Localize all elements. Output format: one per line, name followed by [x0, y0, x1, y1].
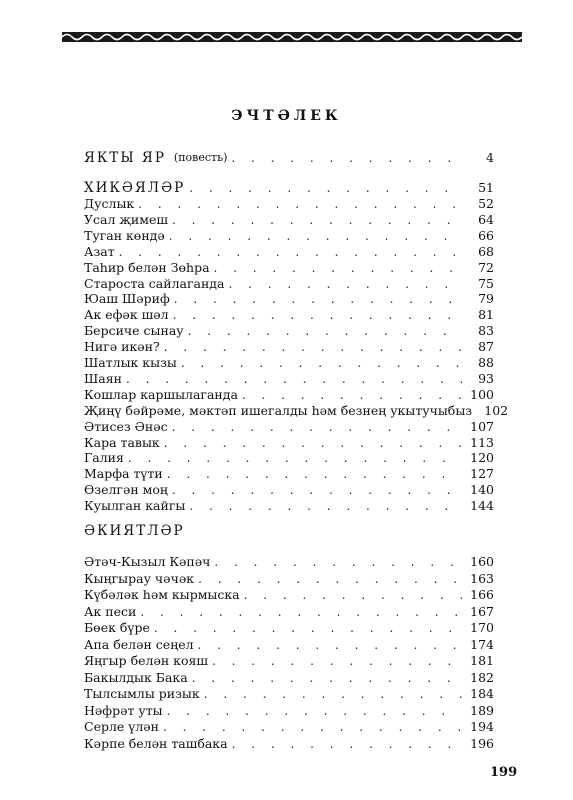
entry-page-number: 160	[470, 554, 494, 569]
entry-title: Кыңгырау чәчәк	[84, 570, 195, 586]
entry-page-number: 184	[470, 686, 494, 701]
entry-title: Куылган кайгы	[84, 498, 186, 514]
entry-page-number: 166	[470, 587, 494, 602]
entry-title: Яңгыр белән кояш	[84, 653, 208, 668]
dot-leader	[212, 653, 462, 669]
entry-title: Әтәч-Кызыл Кәпәч	[84, 554, 211, 569]
entry-title: Кошлар каршылаганда	[84, 386, 238, 402]
dot-leader	[154, 620, 462, 636]
dot-leader	[189, 180, 462, 196]
dot-leader	[164, 435, 462, 451]
section-title: ЯКТЫ ЯР	[84, 150, 166, 166]
entry-title: Бөек бүре	[84, 620, 150, 635]
toc-entry-novel	[84, 150, 494, 166]
dot-leader	[164, 339, 462, 355]
toc-entry	[84, 244, 494, 260]
toc-entry	[84, 482, 494, 498]
toc-entry	[84, 736, 494, 752]
dot-leader	[188, 323, 462, 339]
toc-entry	[84, 620, 494, 636]
entry-page-number: 174	[470, 636, 494, 652]
entry-page-number: 72	[478, 259, 494, 275]
entry-title: Ак ефәк шәл	[84, 307, 169, 323]
entry-title: Шатлык кызы	[84, 355, 177, 370]
entry-page-number: 182	[470, 669, 494, 685]
entry-title: Апа белән сеңел	[84, 636, 194, 652]
section-title: ХИКӘЯЛӘР	[84, 180, 186, 196]
entry-title: Юаш Шәриф	[84, 291, 170, 307]
entry-title: Дуслык	[84, 196, 135, 211]
entry-page-number: 66	[478, 227, 494, 243]
dot-leader	[174, 291, 462, 307]
dot-leader	[198, 571, 462, 587]
dot-leader	[192, 670, 462, 686]
entry-page-number: 113	[470, 434, 494, 450]
entry-title: Берсиче сынау	[84, 323, 184, 339]
toc-entry	[84, 653, 494, 669]
entry-title: Кәрпе белән ташбака	[84, 735, 228, 751]
toc-entry	[84, 307, 494, 323]
dot-leader	[163, 719, 462, 735]
entry-page-number: 51	[478, 180, 494, 195]
entry-title: Староста сайлаганда	[84, 275, 225, 291]
toc-entry	[84, 212, 494, 228]
entry-title: Җиңү бәйрәме, мәктәп ишегалды һәм безнең укытучыбыз	[84, 402, 473, 418]
entry-title: Нигә икән?	[84, 339, 160, 355]
toc-entry	[84, 323, 494, 339]
entry-page-number: 194	[470, 719, 494, 734]
entry-title: Тылсымлы ризык	[84, 686, 200, 701]
toc-entry	[84, 604, 494, 620]
toc-entry	[84, 339, 494, 355]
dot-leader	[172, 482, 462, 498]
page-title: ЭЧТӘЛЕК	[231, 108, 342, 124]
entry-page-number: 88	[478, 355, 494, 370]
entry-page-number: 52	[478, 196, 494, 211]
entry-page-number: 144	[470, 498, 494, 514]
entry-title: Азат	[84, 243, 115, 259]
dot-leader	[242, 387, 462, 403]
dot-leader	[167, 466, 462, 482]
toc-entry	[84, 276, 494, 292]
decorative-border-ornament	[62, 30, 522, 44]
dot-leader	[198, 637, 462, 653]
dot-leader	[204, 686, 462, 702]
dot-leader	[172, 419, 462, 435]
entry-title: Усал җимеш	[84, 211, 168, 227]
entry-page-number: 170	[470, 620, 494, 635]
dot-leader	[128, 450, 462, 466]
entry-page-number: 196	[470, 735, 494, 751]
dot-leader	[244, 587, 462, 603]
toc-entry	[84, 587, 494, 603]
toc-entry	[84, 719, 494, 735]
dot-leader	[172, 212, 462, 228]
dot-leader	[214, 260, 462, 276]
entry-page-number: 64	[478, 211, 494, 227]
dot-leader	[126, 371, 462, 387]
dot-leader	[167, 703, 462, 719]
dot-leader	[181, 355, 462, 371]
toc-entry	[84, 260, 494, 276]
entry-page-number: 81	[478, 307, 494, 323]
toc-entry	[84, 387, 494, 403]
entry-page-number: 120	[470, 450, 494, 466]
dot-leader	[173, 307, 462, 323]
dot-leader	[228, 276, 462, 292]
toc-entry	[84, 554, 494, 570]
toc-entry	[84, 435, 494, 451]
entry-page-number: 167	[470, 603, 494, 619]
entry-title: Әтисез Әнәс	[84, 418, 168, 434]
toc-entry	[84, 228, 494, 244]
entry-page-number: 83	[478, 323, 494, 339]
toc-entry	[84, 355, 494, 371]
entry-page-number: 75	[478, 275, 494, 291]
toc-entry	[84, 703, 494, 719]
toc-entry	[84, 291, 494, 307]
entry-title: Кара тавык	[84, 434, 160, 450]
entry-title: Шаян	[84, 370, 122, 386]
entry-page-number: 79	[478, 291, 494, 307]
toc-entry	[84, 670, 494, 686]
dot-leader	[169, 228, 462, 244]
entry-page-number: 189	[470, 702, 494, 718]
entry-page-number: 107	[470, 418, 494, 434]
entry-title: Галия	[84, 450, 124, 466]
toc-entry	[84, 196, 494, 212]
entry-title: Нәфрәт уты	[84, 702, 163, 718]
entry-subtitle: (повесть)	[173, 151, 228, 164]
entry-page-number: 181	[470, 653, 494, 668]
toc-entry	[84, 402, 509, 419]
toc-entry	[84, 686, 494, 702]
entry-title: Бакылдык Бака	[84, 669, 188, 685]
dot-leader	[232, 736, 462, 752]
entry-title: Өзелгән моң	[84, 482, 168, 498]
toc-entry	[84, 450, 494, 466]
toc-section-stories	[84, 180, 494, 196]
dot-leader	[119, 244, 462, 260]
dot-leader	[138, 196, 462, 212]
entry-page-number: 140	[470, 482, 494, 498]
entry-page-number: 87	[478, 339, 494, 355]
entry-title: Ак песи	[84, 603, 137, 619]
page-number: 199	[490, 765, 518, 780]
section-title: ӘКИЯТЛӘР	[84, 523, 185, 539]
entry-title: Марфа түти	[84, 466, 163, 482]
toc-entry	[84, 371, 494, 387]
entry-page-number: 93	[478, 370, 494, 386]
entry-page-number: 68	[478, 243, 494, 259]
toc-entry	[84, 498, 494, 514]
entry-page-number: 127	[470, 466, 494, 482]
entry-page-number: 100	[470, 386, 494, 402]
dot-leader	[140, 604, 462, 620]
entry-page-number: 163	[470, 570, 494, 586]
entry-page-number: 4	[486, 150, 494, 165]
dot-leader	[231, 150, 462, 166]
entry-title: Туган көндә	[84, 227, 165, 243]
dot-leader	[189, 498, 462, 514]
toc-entry	[84, 637, 494, 653]
toc-entry	[84, 466, 494, 482]
toc-entry	[84, 571, 494, 587]
entry-title: Күбәләк һәм кырмыска	[84, 587, 240, 602]
entry-title: Серле үлән	[84, 719, 160, 734]
toc-section-tales	[84, 523, 494, 539]
entry-title: Таһир белән Зөһра	[84, 259, 210, 275]
entry-page-number: 102	[484, 402, 509, 418]
toc-entry	[84, 419, 494, 435]
dot-leader	[214, 554, 462, 570]
